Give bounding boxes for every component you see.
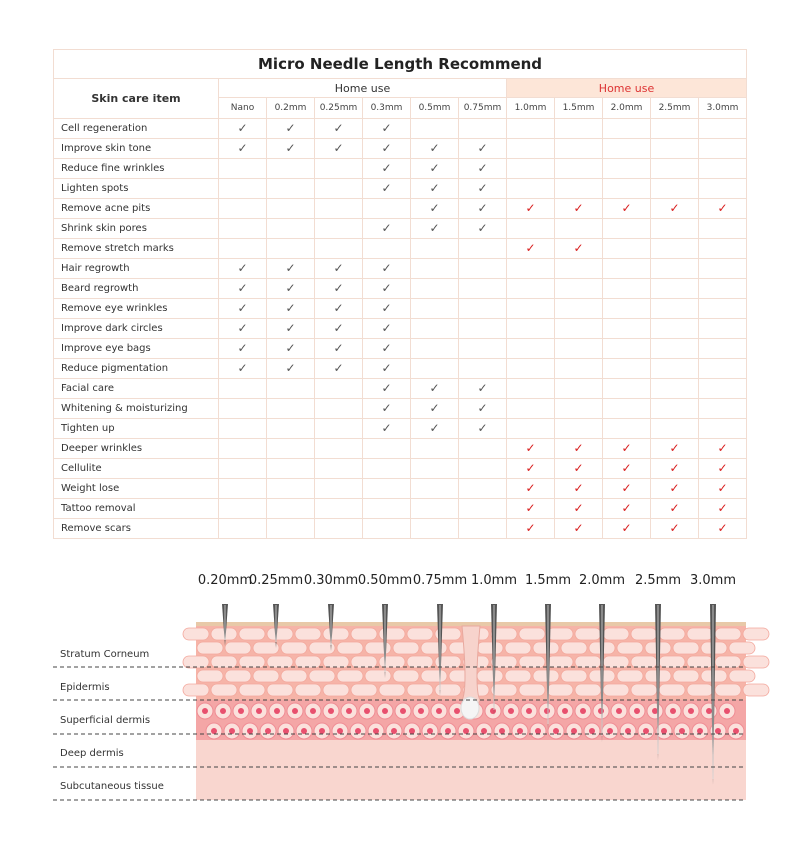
check-icon: ✓ <box>333 141 344 155</box>
epidermis-cell <box>267 656 293 668</box>
check-icon: ✓ <box>477 421 488 435</box>
epidermis-cell <box>365 642 391 654</box>
epidermis-cell <box>631 628 657 640</box>
cell-nucleus <box>715 728 721 734</box>
epidermis-cell <box>267 684 293 696</box>
epidermis-cell <box>575 656 601 668</box>
epidermis-cell <box>631 684 657 696</box>
epidermis-cell <box>337 670 363 682</box>
skin-care-item-label: Weight lose <box>54 479 219 499</box>
check-icon: ✓ <box>477 201 488 215</box>
skin-care-item-label: Remove scars <box>54 519 219 539</box>
cell-nucleus <box>337 728 343 734</box>
epidermis-cell <box>351 628 377 640</box>
epidermis-cell <box>561 642 587 654</box>
epidermis-cell <box>239 628 265 640</box>
check-icon: ✓ <box>621 441 632 455</box>
epidermis-cell <box>407 656 433 668</box>
cell-nucleus <box>616 708 622 714</box>
cell-nucleus <box>643 728 649 734</box>
epidermis-cell <box>505 670 531 682</box>
epidermis-cell <box>183 684 209 696</box>
cell-nucleus <box>364 708 370 714</box>
group-header-home-use: Home use <box>219 79 507 98</box>
epidermis-cell <box>211 656 237 668</box>
epidermis-cell <box>239 684 265 696</box>
cell-nucleus <box>427 728 433 734</box>
size-header: 0.75mm <box>459 98 507 119</box>
check-icon: ✓ <box>573 201 584 215</box>
size-header: 0.2mm <box>267 98 315 119</box>
check-icon: ✓ <box>621 201 632 215</box>
cell-nucleus <box>265 728 271 734</box>
check-icon: ✓ <box>525 441 536 455</box>
epidermis-cell <box>253 642 279 654</box>
epidermis-cell <box>659 684 685 696</box>
epidermis-cell <box>687 684 713 696</box>
epidermis-cell <box>407 684 433 696</box>
cell-nucleus <box>580 708 586 714</box>
epidermis-cell <box>281 670 307 682</box>
cell-nucleus <box>517 728 523 734</box>
check-icon: ✓ <box>573 441 584 455</box>
size-header: 2.0mm <box>603 98 651 119</box>
epidermis-cell <box>547 684 573 696</box>
cell-nucleus <box>508 708 514 714</box>
skin-care-item-header: Skin care item <box>54 79 219 119</box>
epidermis-cell <box>673 642 699 654</box>
epidermis-cell <box>183 656 209 668</box>
group-header-home-use-long: Home use <box>507 79 747 98</box>
epidermis-cell <box>211 684 237 696</box>
check-icon: ✓ <box>333 281 344 295</box>
needle-length-label: 2.0mm <box>578 573 626 588</box>
check-icon: ✓ <box>621 461 632 475</box>
check-icon: ✓ <box>525 241 536 255</box>
check-icon: ✓ <box>573 521 584 535</box>
check-icon: ✓ <box>285 141 296 155</box>
epidermis-cell <box>519 628 545 640</box>
epidermis-cell <box>491 684 517 696</box>
cell-nucleus <box>697 728 703 734</box>
skin-care-item-label: Shrink skin pores <box>54 219 219 239</box>
size-header: 1.0mm <box>507 98 555 119</box>
cell-nucleus <box>391 728 397 734</box>
needle-length-label: 0.25mm <box>248 573 304 588</box>
check-icon: ✓ <box>381 261 392 275</box>
skin-care-item-label: Facial care <box>54 379 219 399</box>
check-icon: ✓ <box>381 161 392 175</box>
check-icon: ✓ <box>429 221 440 235</box>
skin-care-item-label: Remove acne pits <box>54 199 219 219</box>
cell-nucleus <box>490 708 496 714</box>
epidermis-cell <box>477 642 503 654</box>
cell-nucleus <box>445 728 451 734</box>
check-icon: ✓ <box>621 501 632 515</box>
check-icon: ✓ <box>573 461 584 475</box>
cell-nucleus <box>634 708 640 714</box>
check-icon: ✓ <box>237 301 248 315</box>
check-icon: ✓ <box>381 401 392 415</box>
epidermis-cell <box>393 670 419 682</box>
cell-nucleus <box>499 728 505 734</box>
cell-nucleus <box>220 708 226 714</box>
epidermis-cell <box>197 642 223 654</box>
check-icon: ✓ <box>333 321 344 335</box>
skin-care-item-label: Beard regrowth <box>54 279 219 299</box>
check-icon: ✓ <box>333 341 344 355</box>
check-icon: ✓ <box>381 121 392 135</box>
epidermis-cell <box>547 628 573 640</box>
epidermis-cell <box>379 656 405 668</box>
check-icon: ✓ <box>381 421 392 435</box>
check-icon: ✓ <box>477 181 488 195</box>
size-header: 1.5mm <box>555 98 603 119</box>
size-header: 0.5mm <box>411 98 459 119</box>
epidermis-cell <box>743 656 769 668</box>
check-icon: ✓ <box>477 161 488 175</box>
check-icon: ✓ <box>525 461 536 475</box>
deep-dermis-layer <box>196 740 746 800</box>
check-icon: ✓ <box>237 121 248 135</box>
check-icon: ✓ <box>525 201 536 215</box>
check-icon: ✓ <box>477 401 488 415</box>
epidermis-cell <box>477 670 503 682</box>
check-icon: ✓ <box>429 381 440 395</box>
cell-nucleus <box>571 728 577 734</box>
check-icon: ✓ <box>285 301 296 315</box>
check-icon: ✓ <box>285 281 296 295</box>
cell-nucleus <box>481 728 487 734</box>
size-header: Nano <box>219 98 267 119</box>
layer-label: Subcutaneous tissue <box>60 781 164 792</box>
cell-nucleus <box>553 728 559 734</box>
skin-care-item-label: Improve dark circles <box>54 319 219 339</box>
needle-length-label: 0.20mm <box>197 573 253 588</box>
cell-nucleus <box>229 728 235 734</box>
cell-nucleus <box>724 708 730 714</box>
check-icon: ✓ <box>429 161 440 175</box>
check-icon: ✓ <box>717 481 728 495</box>
epidermis-cell <box>547 656 573 668</box>
cell-nucleus <box>256 708 262 714</box>
needle-length-label: 0.75mm <box>412 573 468 588</box>
check-icon: ✓ <box>285 361 296 375</box>
check-icon: ✓ <box>429 181 440 195</box>
cell-nucleus <box>454 708 460 714</box>
epidermis-cell <box>239 656 265 668</box>
check-icon: ✓ <box>717 501 728 515</box>
layer-label: Stratum Corneum <box>60 649 150 660</box>
check-icon: ✓ <box>381 221 392 235</box>
check-icon: ✓ <box>477 381 488 395</box>
skin-care-item-label: Cell regeneration <box>54 119 219 139</box>
check-icon: ✓ <box>333 361 344 375</box>
epidermis-cell <box>519 656 545 668</box>
check-icon: ✓ <box>381 281 392 295</box>
cell-nucleus <box>202 708 208 714</box>
epidermis-cell <box>323 656 349 668</box>
check-icon: ✓ <box>573 241 584 255</box>
epidermis-cell <box>225 642 251 654</box>
needle-length-label: 3.0mm <box>689 573 737 588</box>
cell-nucleus <box>319 728 325 734</box>
check-icon: ✓ <box>669 461 680 475</box>
epidermis-cell <box>603 628 629 640</box>
epidermis-cell <box>323 684 349 696</box>
check-icon: ✓ <box>477 221 488 235</box>
check-icon: ✓ <box>285 261 296 275</box>
cell-nucleus <box>328 708 334 714</box>
skin-care-item-label: Hair regrowth <box>54 259 219 279</box>
skin-care-item-label: Reduce fine wrinkles <box>54 159 219 179</box>
epidermis-cell <box>253 670 279 682</box>
check-icon: ✓ <box>285 321 296 335</box>
skin-care-item-label: Improve skin tone <box>54 139 219 159</box>
epidermis-cell <box>715 656 741 668</box>
cell-nucleus <box>373 728 379 734</box>
epidermis-cell <box>309 670 335 682</box>
epidermis-cell <box>659 656 685 668</box>
layer-label: Deep dermis <box>60 748 124 759</box>
cell-nucleus <box>625 728 631 734</box>
epidermis-cell <box>505 642 531 654</box>
needle-length-label: 1.5mm <box>524 573 572 588</box>
cell-nucleus <box>679 728 685 734</box>
cell-nucleus <box>607 728 613 734</box>
epidermis-cell <box>435 684 461 696</box>
check-icon: ✓ <box>669 501 680 515</box>
cell-nucleus <box>688 708 694 714</box>
check-icon: ✓ <box>285 341 296 355</box>
epidermis-cell <box>729 670 755 682</box>
layer-label: Superficial dermis <box>60 715 151 726</box>
check-icon: ✓ <box>669 481 680 495</box>
check-icon: ✓ <box>381 301 392 315</box>
epidermis-cell <box>603 684 629 696</box>
cell-nucleus <box>409 728 415 734</box>
skin-care-item-label: Remove stretch marks <box>54 239 219 259</box>
check-icon: ✓ <box>381 181 392 195</box>
epidermis-cell <box>617 670 643 682</box>
skin-care-item-label: Whitening & moisturizing <box>54 399 219 419</box>
check-icon: ✓ <box>237 361 248 375</box>
skin-care-item-label: Remove eye wrinkles <box>54 299 219 319</box>
skin-surface <box>196 622 746 626</box>
epidermis-cell <box>379 628 405 640</box>
needle-length-label: 0.50mm <box>357 573 413 588</box>
size-header: 2.5mm <box>651 98 699 119</box>
check-icon: ✓ <box>669 521 680 535</box>
epidermis-cell <box>561 670 587 682</box>
cell-nucleus <box>400 708 406 714</box>
cell-nucleus <box>562 708 568 714</box>
skin-care-item-label: Deeper wrinkles <box>54 439 219 459</box>
skin-care-item-label: Tattoo removal <box>54 499 219 519</box>
check-icon: ✓ <box>333 121 344 135</box>
epidermis-cell <box>743 628 769 640</box>
epidermis-cell <box>295 656 321 668</box>
epidermis-cell <box>351 684 377 696</box>
check-icon: ✓ <box>237 261 248 275</box>
epidermis-cell <box>337 642 363 654</box>
check-icon: ✓ <box>429 201 440 215</box>
cell-nucleus <box>292 708 298 714</box>
epidermis-cell <box>743 684 769 696</box>
check-icon: ✓ <box>717 201 728 215</box>
cell-nucleus <box>589 728 595 734</box>
cell-nucleus <box>355 728 361 734</box>
epidermis-cell <box>267 628 293 640</box>
check-icon: ✓ <box>621 481 632 495</box>
table-title: Micro Needle Length Recommend <box>54 50 747 79</box>
check-icon: ✓ <box>525 501 536 515</box>
epidermis-cell <box>295 684 321 696</box>
epidermis-cell <box>225 670 251 682</box>
epidermis-cell <box>603 656 629 668</box>
epidermis-cell <box>323 628 349 640</box>
skin-care-item-label: Cellulite <box>54 459 219 479</box>
epidermis-cell <box>617 642 643 654</box>
check-icon: ✓ <box>237 341 248 355</box>
check-icon: ✓ <box>333 261 344 275</box>
cell-nucleus <box>670 708 676 714</box>
check-icon: ✓ <box>477 141 488 155</box>
skin-care-item-label: Tighten up <box>54 419 219 439</box>
epidermis-cell <box>351 656 377 668</box>
epidermis-cell <box>407 628 433 640</box>
needle-length-label: 0.30mm <box>303 573 359 588</box>
check-icon: ✓ <box>381 361 392 375</box>
size-header: 0.3mm <box>363 98 411 119</box>
epidermis-cell <box>631 656 657 668</box>
check-icon: ✓ <box>717 441 728 455</box>
check-icon: ✓ <box>525 521 536 535</box>
cell-nucleus <box>238 708 244 714</box>
check-icon: ✓ <box>429 421 440 435</box>
cell-nucleus <box>463 728 469 734</box>
cell-nucleus <box>346 708 352 714</box>
check-icon: ✓ <box>429 401 440 415</box>
size-header: 0.25mm <box>315 98 363 119</box>
epidermis-cell <box>421 642 447 654</box>
skin-care-item-label: Lighten spots <box>54 179 219 199</box>
layer-label: Epidermis <box>60 682 110 693</box>
skin-care-item-label: Improve eye bags <box>54 339 219 359</box>
epidermis-cell <box>295 628 321 640</box>
epidermis-cell <box>197 670 223 682</box>
check-icon: ✓ <box>237 281 248 295</box>
check-icon: ✓ <box>381 341 392 355</box>
needle-length-label: 2.5mm <box>634 573 682 588</box>
epidermis-cell <box>715 684 741 696</box>
check-icon: ✓ <box>381 141 392 155</box>
cell-nucleus <box>310 708 316 714</box>
cell-nucleus <box>544 708 550 714</box>
check-icon: ✓ <box>573 501 584 515</box>
epidermis-cell <box>183 628 209 640</box>
needle-length-label: 1.0mm <box>470 573 518 588</box>
epidermis-cell <box>729 642 755 654</box>
epidermis-cell <box>673 670 699 682</box>
cell-nucleus <box>526 708 532 714</box>
size-header: 3.0mm <box>699 98 747 119</box>
check-icon: ✓ <box>381 381 392 395</box>
check-icon: ✓ <box>237 141 248 155</box>
cell-nucleus <box>436 708 442 714</box>
check-icon: ✓ <box>525 481 536 495</box>
check-icon: ✓ <box>621 521 632 535</box>
check-icon: ✓ <box>333 301 344 315</box>
cell-nucleus <box>706 708 712 714</box>
epidermis-cell <box>519 684 545 696</box>
cell-nucleus <box>661 728 667 734</box>
epidermis-cell <box>715 628 741 640</box>
check-icon: ✓ <box>717 521 728 535</box>
epidermis-cell <box>687 628 713 640</box>
epidermis-cell <box>533 670 559 682</box>
check-icon: ✓ <box>237 321 248 335</box>
cell-nucleus <box>733 728 739 734</box>
cell-nucleus <box>418 708 424 714</box>
epidermis-cell <box>575 684 601 696</box>
check-icon: ✓ <box>717 461 728 475</box>
epidermis-cell <box>393 642 419 654</box>
cell-nucleus <box>598 708 604 714</box>
cell-nucleus <box>211 728 217 734</box>
check-icon: ✓ <box>669 201 680 215</box>
epidermis-cell <box>281 642 307 654</box>
check-icon: ✓ <box>669 441 680 455</box>
skin-care-item-label: Reduce pigmentation <box>54 359 219 379</box>
cell-nucleus <box>247 728 253 734</box>
epidermis-cell <box>421 670 447 682</box>
cell-nucleus <box>301 728 307 734</box>
epidermis-cell <box>379 684 405 696</box>
cell-nucleus <box>274 708 280 714</box>
epidermis-cell <box>659 628 685 640</box>
check-icon: ✓ <box>573 481 584 495</box>
check-icon: ✓ <box>381 321 392 335</box>
epidermis-cell <box>365 670 391 682</box>
epidermis-cell <box>575 628 601 640</box>
cell-nucleus <box>382 708 388 714</box>
cell-nucleus <box>283 728 289 734</box>
check-icon: ✓ <box>285 121 296 135</box>
check-icon: ✓ <box>429 141 440 155</box>
cell-nucleus <box>535 728 541 734</box>
epidermis-cell <box>687 656 713 668</box>
